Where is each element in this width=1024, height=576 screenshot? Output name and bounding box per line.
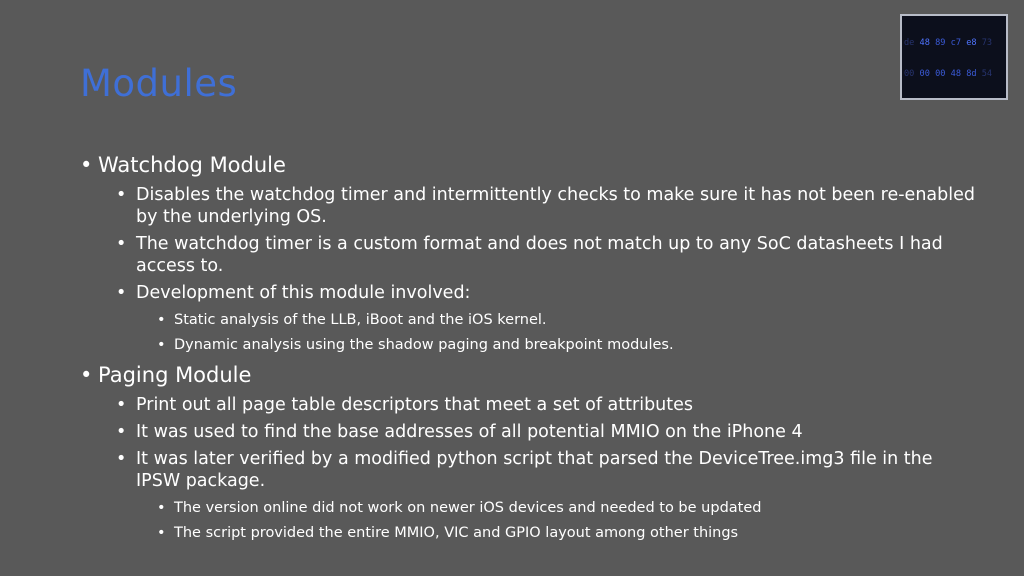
list-item: • Development of this module involved: [116,283,471,303]
list-item: • It was used to find the base addresses of all potential MMIO on the iPhone 4 [116,422,803,442]
list-item: • Print out all page table descriptors that meet a set of attributes [116,395,694,415]
sub-list-item: • The script provided the entire MMIO, VIC and GPIO layout among other things [157,525,739,541]
sub-list-item: • Dynamic analysis using the shadow paging and breakpoint modules. [157,337,674,353]
hex-row: de 48 89 c7 e8 73 [904,37,993,48]
bullet-list [80,152,980,542]
list-item: • Disables the watchdog timer and intermittently checks to make sure it has not been re-enabled by the underlying OS. [116,185,975,227]
list-item: • It was later verified by a modified python script that parsed the DeviceTree.img3 file in the IPSW package. [116,449,933,491]
sub-list-item: • Static analysis of the LLB, iBoot and the iOS kernel. [157,312,547,328]
section-heading-paging: • Paging Module [80,363,252,387]
hex-row: 00 00 00 48 8d 54 [904,69,993,80]
slide-title: Modules [80,62,238,105]
sub-list-item: • The version online did not work on newer iOS devices and needed to be updated [157,500,762,516]
section-heading-watchdog: • Watchdog Module [80,153,286,177]
list-item: • The watchdog timer is a custom format and does not match up to any SoC datasheets I had access to. [116,234,943,276]
hex-dump-logo [900,14,1008,100]
